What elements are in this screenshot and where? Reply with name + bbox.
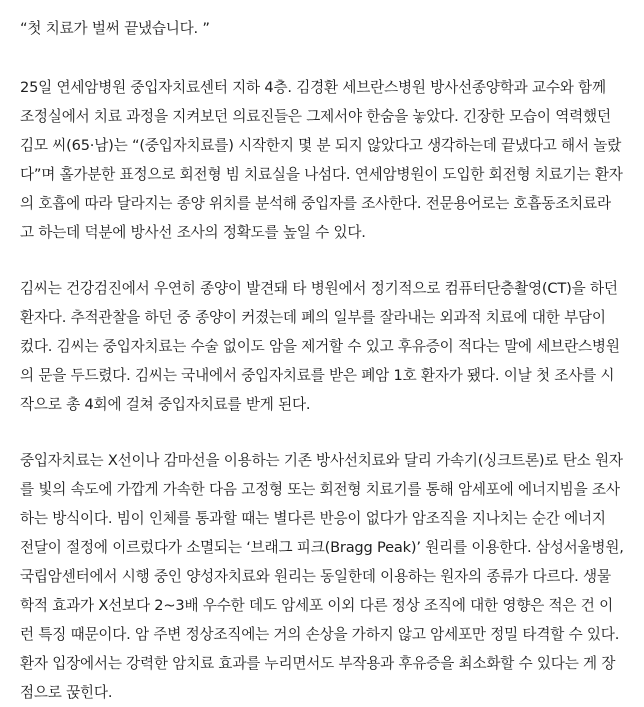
article-lead-quote: “첫 치료가 벌써 끝냈습니다. ” [20,20,210,37]
article-paragraph: 중입자치료는 X선이나 감마선을 이용하는 기존 방사선치료와 달리 가속기(싱크트론)로 탄소 원자를 빛의 속도에 가깝게 가속한 다음 고정형 또는 회전형 치료기를 통해 암세포에 에너지빔을 조사하는 방식이다. 빔이 인체를 통과할 때는 별다른 반응이 없다가 암조직을 지나치는 순간 에너지 전달이 절정에 이르렀다가 소멸되는 ‘브래그 피크(Bragg Peak)’ 원리를 이용한다. 삼성서울병원, 국립암센터에서 시행 중인 양성자치료와 원리는 동일한데 이용하는 원자의 종류가 다르다. 생물학적 효과가 X선보다 2~3배 우수한 데도 암세포 이외 다른 정상 조직에 대한 영향은 적은 건 이런 특징 때문이다. 암 주변 정상조직에는 거의 손상을 가하지 않고 암세포만 정밀 타격할 수 있다. 환자 입장에서는 강력한 암치료 효과를 누리면서도 부작용과 후유증을 최소화할 수 있다는 게 장점으로 꾽힌다. [20,452,624,701]
article-paragraph: 25일 연세암병원 중입자치료센터 지하 4층. 김경환 세브란스병원 방사선종양학과 교수와 함께 조정실에서 치료 과정을 지켜보던 의료진들은 그제서야 한숨을 놓았다. 긴장한 모습이 역력했던 김모 씨(65·남)는 “(중입자치료를) 시작한지 몇 분 되지 않았다고 생각하는데 끝냈다고 해서 놀랐다”며 홀가분한 표정으로 회전형 빔 치료실을 나섬다. 연세암병원이 도입한 회전형 치료기는 환자의 호흡에 따라 달라지는 종양 위치를 분석해 중입자를 조사한다. 전문용어로는 호흡동조치료라고 하는데 덕분에 방사선 조사의 정확도를 높일 수 있다. [20,79,623,241]
article-paragraph: 김씨는 건강검진에서 우연히 종양이 발견돼 타 병원에서 정기적으로 컴퓨터단층촬영(CT)을 하던 환자다. 추적관찰을 하던 중 종양이 커졌는데 폐의 일부를 잘라내는 외과적 치료에 대한 부담이 컸다. 김씨는 중입자치료는 수술 없이도 암을 제거할 수 있고 후유증이 적다는 말에 세브란스병원의 문을 두드렸다. 김씨는 국내에서 중입자치료를 받은 폐암 1호 환자가 됐다. 이날 첫 조사를 시작으로 총 4회에 걸쳐 중입자치료를 받게 된다. [20,280,620,413]
